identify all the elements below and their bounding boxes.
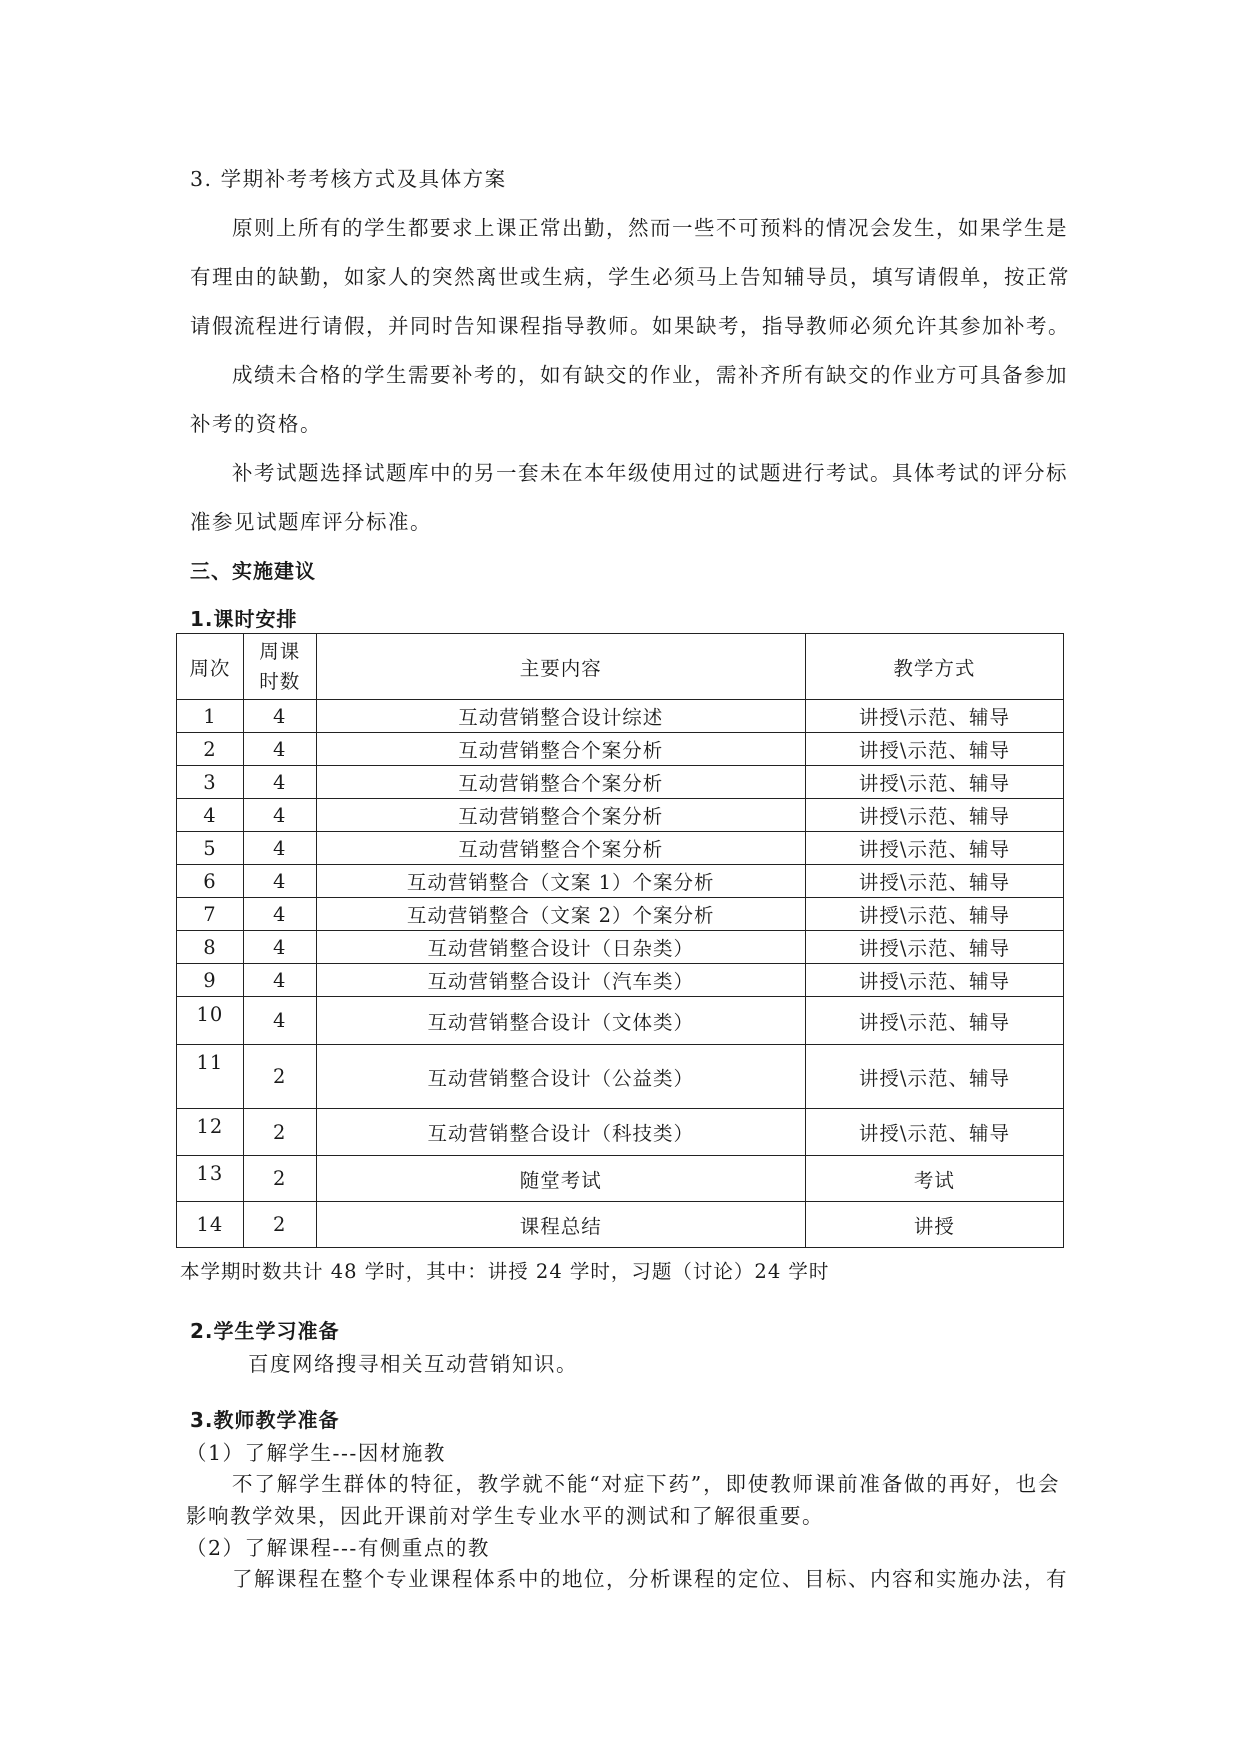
cell-method: 讲授\示范、辅导 bbox=[805, 1045, 1063, 1109]
paragraph-line: 成绩未合格的学生需要补考的，如有缺交的作业，需补齐所有缺交的作业方可具备参加 bbox=[232, 363, 1068, 387]
paragraph-line: 补考试题选择试题库中的另一套未在本年级使用过的试题进行考试。具体考试的评分标 bbox=[232, 461, 1068, 485]
header-content: 主要内容 bbox=[316, 634, 805, 700]
cell-hours: 2 bbox=[243, 1156, 316, 1202]
cell-content: 课程总结 bbox=[316, 1202, 805, 1248]
cell-hours: 2 bbox=[243, 1045, 316, 1109]
header-hours-line1: 周课 bbox=[259, 639, 301, 663]
table-row bbox=[177, 997, 1064, 1045]
table-row bbox=[177, 733, 1064, 766]
table-note: 本学期时数共计 48 学时，其中：讲授 24 学时，习题（讨论）24 学时 bbox=[180, 1260, 830, 1283]
cell-week: 8 bbox=[177, 931, 244, 964]
cell-week: 1 bbox=[177, 700, 244, 733]
cell-week: 12 bbox=[177, 1109, 244, 1156]
cell-method: 讲授\示范、辅导 bbox=[805, 799, 1063, 832]
cell-method: 讲授\示范、辅导 bbox=[805, 832, 1063, 865]
cell-content: 互动营销整合设计（文体类） bbox=[316, 997, 805, 1045]
cell-hours: 4 bbox=[243, 865, 316, 898]
cell-method: 考试 bbox=[805, 1156, 1063, 1202]
table-row bbox=[177, 700, 1064, 733]
paragraph-line: 请假流程进行请假，并同时告知课程指导教师。如果缺考，指导教师必须允许其参加补考。 bbox=[190, 314, 1070, 338]
table-row bbox=[177, 865, 1064, 898]
list-item-title: （2）了解课程---有侧重点的教 bbox=[186, 1536, 490, 1560]
cell-hours: 4 bbox=[243, 799, 316, 832]
paragraph-line: 影响教学效果，因此开课前对学生专业水平的测试和了解很重要。 bbox=[186, 1504, 824, 1528]
cell-content: 互动营销整合（文案 1）个案分析 bbox=[316, 865, 805, 898]
cell-hours: 4 bbox=[243, 931, 316, 964]
paragraph-line: 百度网络搜寻相关互动营销知识。 bbox=[248, 1352, 578, 1376]
paragraph-line: 准参见试题库评分标准。 bbox=[190, 510, 432, 534]
schedule-table bbox=[176, 633, 1064, 1248]
subsection-heading: 3. 学期补考考核方式及具体方案 bbox=[190, 167, 507, 191]
cell-hours: 4 bbox=[243, 997, 316, 1045]
paragraph-line: 不了解学生群体的特征，教学就不能“对症下药”，即使教师课前准备做的再好，也会 bbox=[232, 1472, 1060, 1496]
table-row bbox=[177, 898, 1064, 931]
cell-hours: 4 bbox=[243, 832, 316, 865]
cell-content: 互动营销整合设计（汽车类） bbox=[316, 964, 805, 997]
cell-content: 互动营销整合设计（科技类） bbox=[316, 1109, 805, 1156]
cell-week: 10 bbox=[177, 997, 244, 1045]
cell-week: 5 bbox=[177, 832, 244, 865]
table-row bbox=[177, 964, 1064, 997]
cell-week: 3 bbox=[177, 766, 244, 799]
cell-hours: 4 bbox=[243, 700, 316, 733]
cell-week: 2 bbox=[177, 733, 244, 766]
section-subheading: 1.课时安排 bbox=[190, 607, 298, 631]
cell-content: 互动营销整合个案分析 bbox=[316, 733, 805, 766]
cell-week: 6 bbox=[177, 865, 244, 898]
cell-method: 讲授\示范、辅导 bbox=[805, 997, 1063, 1045]
cell-content: 互动营销整合设计（公益类） bbox=[316, 1045, 805, 1109]
table-row bbox=[177, 1202, 1064, 1248]
cell-method: 讲授\示范、辅导 bbox=[805, 931, 1063, 964]
cell-week: 9 bbox=[177, 964, 244, 997]
header-hours-line2: 时数 bbox=[259, 669, 301, 693]
cell-hours: 2 bbox=[243, 1109, 316, 1156]
section-subheading: 2.学生学习准备 bbox=[190, 1319, 340, 1343]
table-row bbox=[177, 1045, 1064, 1109]
cell-week: 13 bbox=[177, 1156, 244, 1202]
header-method: 教学方式 bbox=[805, 634, 1063, 700]
cell-method: 讲授\示范、辅导 bbox=[805, 700, 1063, 733]
table-row bbox=[177, 931, 1064, 964]
cell-content: 互动营销整合个案分析 bbox=[316, 766, 805, 799]
cell-method: 讲授\示范、辅导 bbox=[805, 964, 1063, 997]
cell-hours: 4 bbox=[243, 733, 316, 766]
cell-hours: 4 bbox=[243, 964, 316, 997]
cell-content: 互动营销整合设计（日杂类） bbox=[316, 931, 805, 964]
cell-method: 讲授\示范、辅导 bbox=[805, 766, 1063, 799]
cell-hours: 2 bbox=[243, 1202, 316, 1248]
table-row bbox=[177, 1156, 1064, 1202]
paragraph-line: 原则上所有的学生都要求上课正常出勤，然而一些不可预料的情况会发生，如果学生是 bbox=[232, 216, 1068, 240]
list-item-title: （1）了解学生---因材施教 bbox=[186, 1441, 446, 1465]
header-hours bbox=[243, 634, 316, 700]
table-row bbox=[177, 766, 1064, 799]
cell-method: 讲授\示范、辅导 bbox=[805, 898, 1063, 931]
cell-method: 讲授\示范、辅导 bbox=[805, 1109, 1063, 1156]
paragraph-line: 补考的资格。 bbox=[190, 412, 322, 436]
cell-week: 4 bbox=[177, 799, 244, 832]
cell-method: 讲授\示范、辅导 bbox=[805, 865, 1063, 898]
cell-week: 14 bbox=[177, 1202, 244, 1248]
cell-content: 互动营销整合设计综述 bbox=[316, 700, 805, 733]
cell-week: 7 bbox=[177, 898, 244, 931]
section-heading: 三、实施建议 bbox=[190, 559, 316, 583]
table-row bbox=[177, 1109, 1064, 1156]
table-header-row bbox=[177, 634, 1064, 700]
cell-hours: 4 bbox=[243, 898, 316, 931]
table-row bbox=[177, 799, 1064, 832]
cell-content: 随堂考试 bbox=[316, 1156, 805, 1202]
cell-hours: 4 bbox=[243, 766, 316, 799]
cell-content: 互动营销整合（文案 2）个案分析 bbox=[316, 898, 805, 931]
section-subheading: 3.教师教学准备 bbox=[190, 1408, 340, 1432]
cell-week: 11 bbox=[177, 1045, 244, 1109]
cell-method: 讲授\示范、辅导 bbox=[805, 733, 1063, 766]
cell-method: 讲授 bbox=[805, 1202, 1063, 1248]
paragraph-line: 有理由的缺勤，如家人的突然离世或生病，学生必须马上告知辅导员，填写请假单，按正常 bbox=[190, 265, 1070, 289]
table-row bbox=[177, 832, 1064, 865]
header-week: 周次 bbox=[177, 634, 244, 700]
cell-content: 互动营销整合个案分析 bbox=[316, 799, 805, 832]
paragraph-line: 了解课程在整个专业课程体系中的地位，分析课程的定位、目标、内容和实施办法，有 bbox=[232, 1567, 1068, 1591]
cell-content: 互动营销整合个案分析 bbox=[316, 832, 805, 865]
